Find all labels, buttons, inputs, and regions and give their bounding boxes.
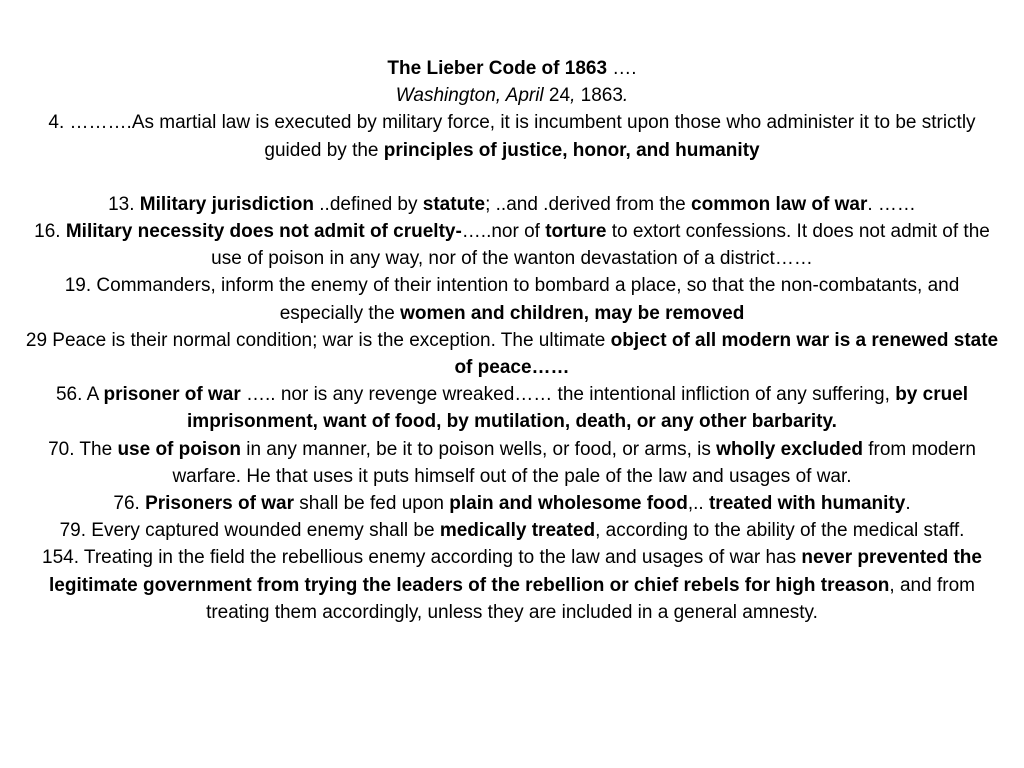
body-text: ..defined by <box>313 193 423 215</box>
body-text: 16. <box>34 221 66 243</box>
article-29 <box>22 327 1002 381</box>
body-text: , and from treating them accordingly, unless they are included in a general amnesty. <box>206 574 975 623</box>
article-13 <box>22 191 1002 218</box>
emphasis-text: by cruel imprisonment, want of food, by mutilation, death, or any other barbarity. <box>187 384 969 433</box>
body-text: 29 Peace is their normal condition; war is the exception. The ultimate <box>25 329 611 351</box>
emphasis-text: women and children, may be removed <box>400 302 745 324</box>
body-text: 79. Every captured wounded enemy shall be <box>59 520 440 542</box>
title-ellipsis: …. <box>607 58 637 79</box>
emphasis-text: treated with humanity <box>708 493 906 515</box>
body-text: in any manner, be it to poison wells, or food, or arms, is <box>240 438 717 460</box>
body-text: . …… <box>867 193 916 215</box>
emphasis-text: plain and wholesome food <box>449 493 688 515</box>
body-text: 4. ……….As martial law is executed by military force, it is incumbent upon those who administer it to be strictly guided by the <box>48 112 976 161</box>
body-text: 76. <box>113 493 146 515</box>
dateline <box>22 82 1002 109</box>
body-text: ,.. <box>687 493 709 515</box>
body-text: from modern warfare. He that uses it puts himself out of the pale of the law and usages of war. <box>172 438 976 487</box>
dateline-year: 1863 <box>575 85 623 107</box>
body-text: 56. A <box>55 384 104 406</box>
body-text: 13. <box>108 193 140 215</box>
emphasis-text: use of poison <box>117 438 241 460</box>
body-text: 19. Commanders, inform the enemy of their intention to bombard a place, so that the non-combatants, and especially the <box>64 275 960 324</box>
emphasis-text: statute <box>422 193 486 215</box>
emphasis-text: common law of war <box>691 193 868 215</box>
body-text: 154. Treating in the field the rebellious enemy according to the law and usages of war has <box>42 547 802 569</box>
emphasis-text: medically treated <box>439 520 596 542</box>
article-list <box>22 109 1002 626</box>
emphasis-text: object of all modern war is a renewed state of peace…… <box>454 329 999 379</box>
emphasis-text: torture <box>545 221 607 243</box>
dateline-place: Washington, April <box>395 85 544 107</box>
article-154 <box>22 544 1002 626</box>
article-56 <box>22 381 1002 435</box>
article-70 <box>22 436 1002 490</box>
emphasis-text: wholly excluded <box>716 438 863 460</box>
article-4 <box>22 109 1002 163</box>
body-text: ; ..and .derived from the <box>485 193 692 215</box>
dateline-period: . <box>622 85 629 107</box>
article-19 <box>22 272 1002 326</box>
article-16 <box>22 218 1002 272</box>
body-text: to extort confessions. It does not admit of the use of poison in any way, nor of the wanton devastation of a district…… <box>211 221 990 270</box>
body-text: ….. nor is any revenge wreaked…… the intentional infliction of any suffering, <box>240 384 896 406</box>
paragraph-spacer <box>22 164 1002 191</box>
dateline-day: 24 <box>543 85 571 107</box>
body-text: shall be fed upon <box>293 493 450 515</box>
emphasis-text: Military necessity does not admit of cruelty- <box>65 221 462 243</box>
body-text: , according to the ability of the medical staff. <box>595 520 965 542</box>
emphasis-text: prisoner of war <box>103 384 241 406</box>
document-title <box>22 55 1002 82</box>
body-text: …..nor of <box>461 221 546 243</box>
article-79 <box>22 517 1002 544</box>
emphasis-text: Military jurisdiction <box>139 193 314 215</box>
article-76 <box>22 490 1002 517</box>
body-text: . <box>905 493 911 515</box>
emphasis-text: never prevented the legitimate government from trying the leaders of the rebellion or chief rebels for high treason <box>49 547 982 596</box>
title-bold: The Lieber Code of 1863 <box>387 58 608 79</box>
body-text: 70. The <box>48 438 118 460</box>
emphasis-text: principles of justice, honor, and humanity <box>383 139 760 161</box>
dateline-comma: , <box>570 85 576 107</box>
emphasis-text: Prisoners of war <box>145 493 294 515</box>
